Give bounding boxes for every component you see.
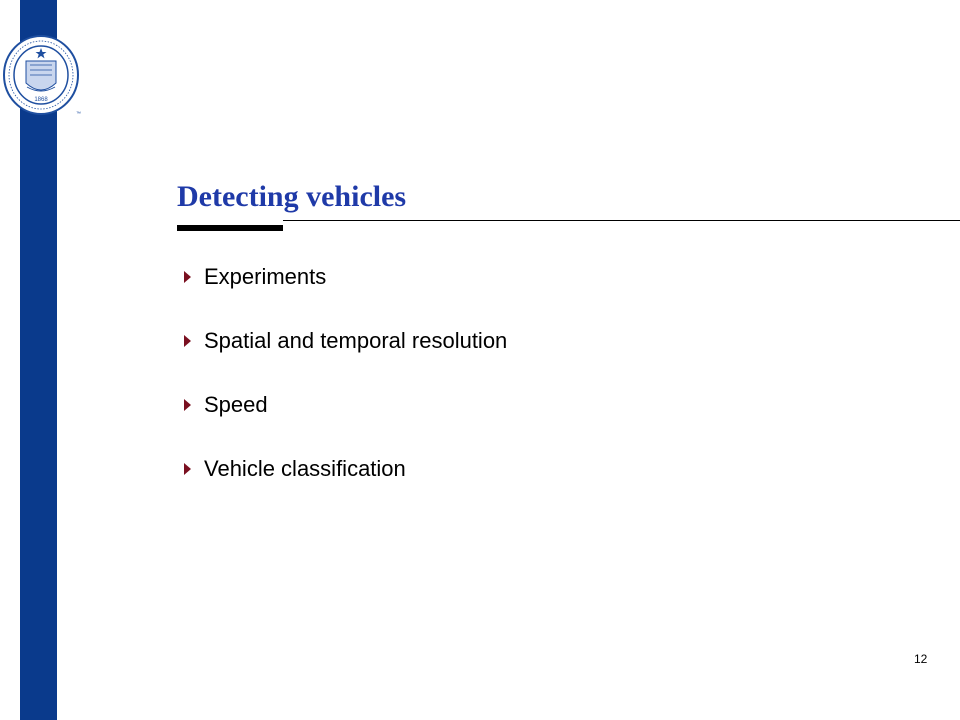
bullet-text: Vehicle classification [204,456,406,481]
bullet-item [184,258,507,296]
triangle-bullet-icon [184,399,191,411]
title-underline-accent [177,225,283,231]
bullet-text: Experiments [204,264,327,289]
triangle-bullet-icon [184,335,191,347]
seal-trademark: ™ [76,111,81,117]
university-seal-icon [2,35,80,119]
seal-year: 1868 [34,97,48,103]
bullet-text: Spatial and temporal resolution [204,328,508,353]
bullet-item [184,322,507,360]
title-underline-rule [283,220,960,221]
bullet-text: Speed [204,392,268,417]
triangle-bullet-icon [184,271,191,283]
slide-title: Detecting vehicles [177,180,407,213]
triangle-bullet-icon [184,463,191,475]
bullet-list [184,258,507,514]
bullet-item [184,386,507,424]
page-number: 12 [914,652,928,666]
bullet-item [184,450,507,488]
